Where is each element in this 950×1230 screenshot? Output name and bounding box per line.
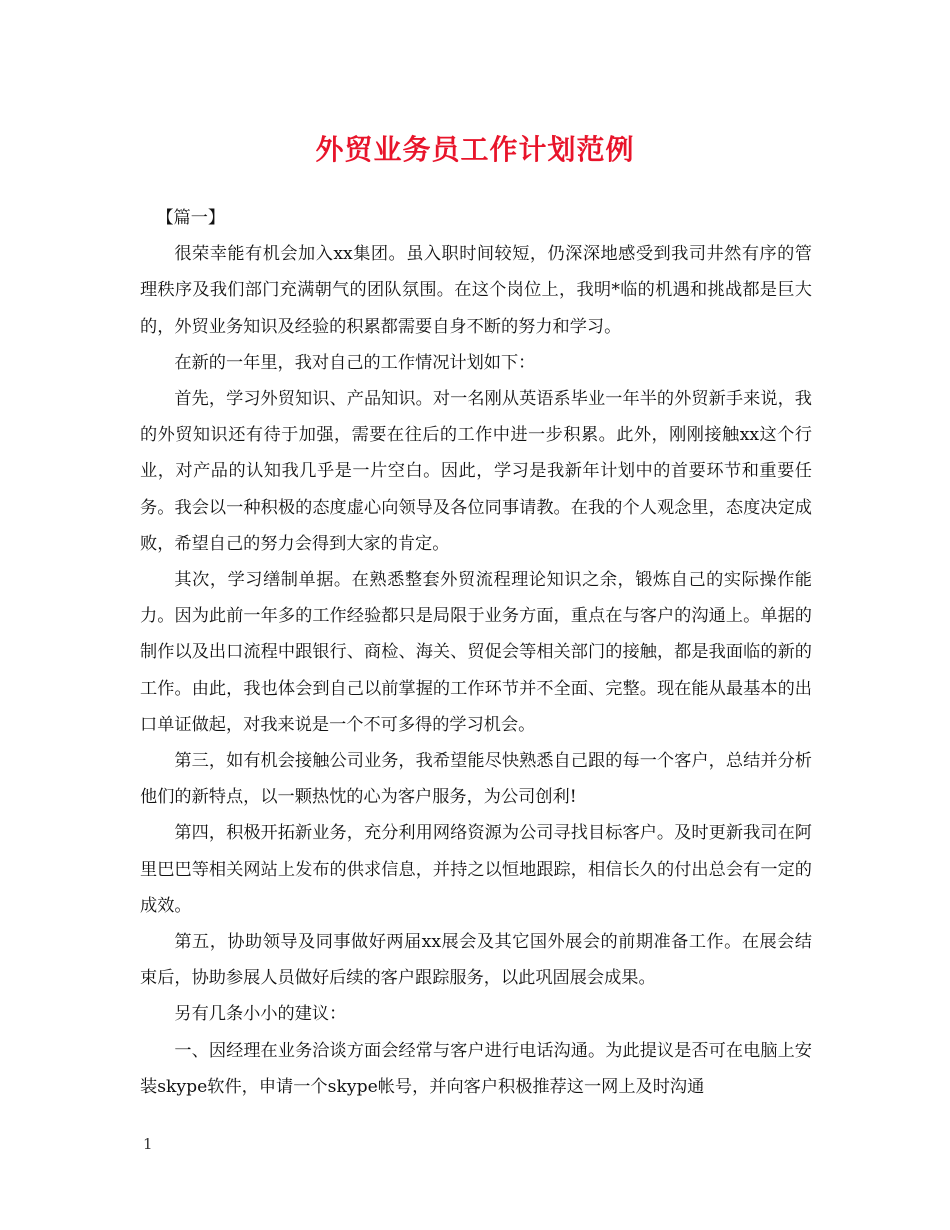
- page-number: 1: [143, 1135, 153, 1153]
- section-label: 【篇一】: [156, 208, 226, 228]
- paragraph: 一、因经理在业务洽谈方面会经常与客户进行电话沟通。为此提议是否可在电脑上安装skype软件，申请一个skype帐号，并向客户积极推荐这一网上及时沟通: [140, 1040, 812, 1097]
- paragraph: 另有几条小小的建议：: [174, 1004, 347, 1025]
- paragraph: 很荣幸能有机会加入xx集团。虽入职时间较短，仍深深地感受到我司井然有序的管理秩序及我们部门充满朝气的团队氛围。在这个岗位上，我明*临的机遇和挑战都是巨大的，外贸业务知识及经验的积累都需要自身不断的努力和学习。: [140, 244, 812, 337]
- document-body: [140, 200, 812, 1105]
- paragraph: 第三，如有机会接触公司业务，我希望能尽快熟悉自己跟的每一个客户，总结并分析他们的新特点，以一颗热忱的心为客户服务，为公司创利!: [140, 751, 812, 808]
- paragraph: 在新的一年里，我对自己的工作情况计划如下：: [174, 352, 536, 373]
- paragraph: 第五，协助领导及同事做好两届xx展会及其它国外展会的前期准备工作。在展会结束后，协助参展人员做好后续的客户跟踪服务，以此巩固展会成果。: [140, 932, 812, 989]
- paragraph: 第四，积极开拓新业务，充分利用网络资源为公司寻找目标客户。及时更新我司在阿里巴巴等相关网站上发布的供求信息，并持之以恒地跟踪，相信长久的付出总会有一定的成效。: [140, 823, 812, 916]
- page-title: 外贸业务员工作计划范例: [315, 133, 635, 166]
- paragraph: 其次，学习缮制单据。在熟悉整套外贸流程理论知识之余，锻炼自己的实际操作能力。因为此前一年多的工作经验都只是局限于业务方面，重点在与客户的沟通上。单据的制作以及出口流程中跟银行、商检、海关、贸促会等相关部门的接触，都是我面临的新的工作。由此，我也体会到自己以前掌握的工作环节并不全面、完整。现在能从最基本的出口单证做起，对我来说是一个不可多得的学习机会。: [140, 570, 812, 735]
- paragraph: 首先，学习外贸知识、产品知识。对一名刚从英语系毕业一年半的外贸新手来说，我的外贸知识还有待于加强，需要在往后的工作中进一步积累。此外，刚刚接触xx这个行业，对产品的认知我几乎是一片空白。因此，学习是我新年计划中的首要环节和重要任务。我会以一种积极的态度虚心向领导及各位同事请教。在我的个人观念里，态度决定成败，希望自己的努力会得到大家的肯定。: [140, 389, 812, 554]
